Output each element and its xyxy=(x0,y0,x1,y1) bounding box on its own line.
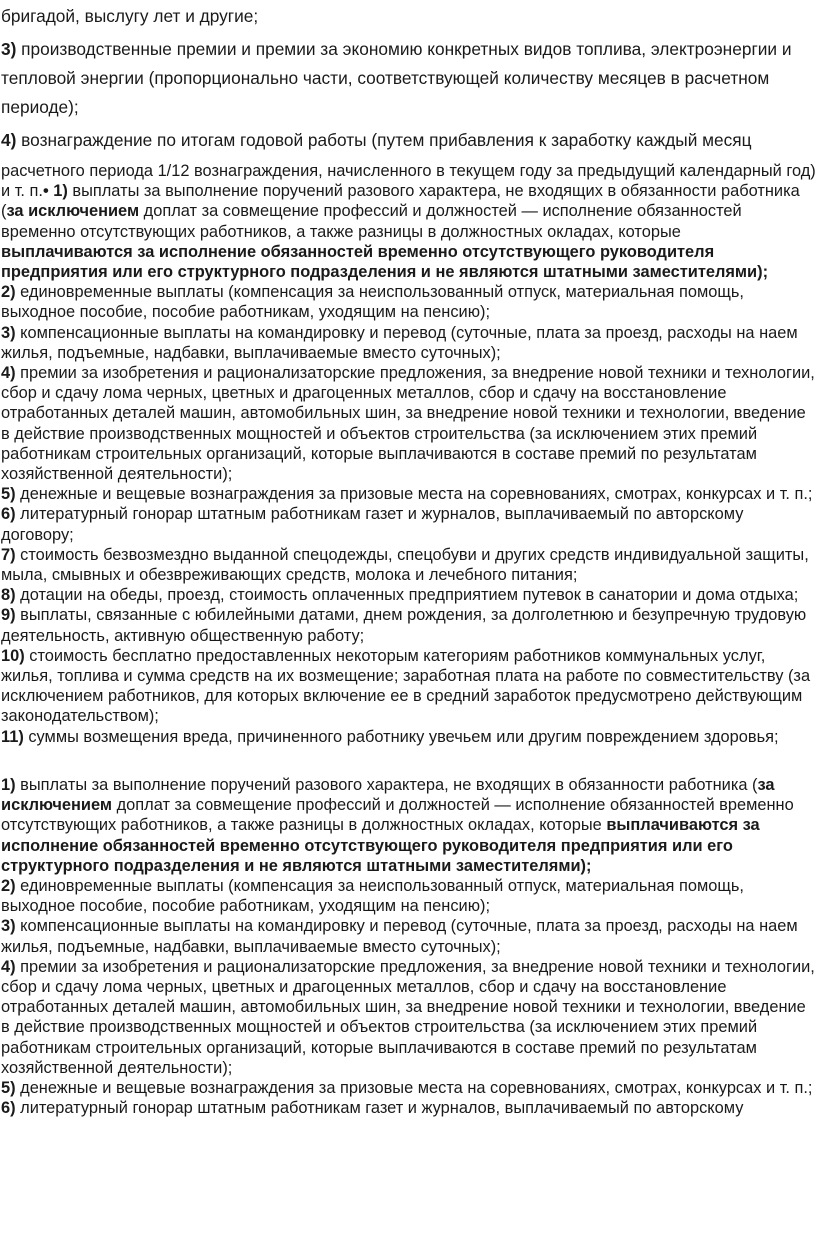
list-item: 4) премии за изобретения и рационализаторские предложения, за внедрение новой техники и технологии, сбор и сдачу лома черных, цветных и драгоценных металлов, сбор и сдачу на восстановление отработанных деталей машин, автомобильных шин, за внедрение новой техники и технологии, введение в действие производственных мощностей и объектов строительства (за исключением этих премий работникам строительных организаций, которые выплачиваются в составе премий по результатам хозяйственной деятельности); xyxy=(1,364,815,484)
list-section-1 xyxy=(0,161,816,747)
intro-item-4: 4) вознаграждение по итогам годовой работы (путем прибавления к заработку каждый месяц xyxy=(1,130,752,150)
list-item: 8) дотации на обеды, проезд, стоимость оплаченных предприятием путевок в санатории и дома отдыха; xyxy=(1,586,799,605)
list-item: 9) выплаты, связанные с юбилейными датами, днем рождения, за долголетнюю и безупречную трудовую деятельность, активную общественную работу; xyxy=(1,606,807,645)
section-gap xyxy=(0,747,816,767)
list-item: 2) единовременные выплаты (компенсация за неиспользованный отпуск, материальная помощь, выходное пособие, пособие работникам, уходящим на пенсию); xyxy=(1,876,744,916)
list-item: 3) компенсационные выплаты на командировку и перевод (суточные, плата за проезд, расходы на наем жилья, подъемные, надбавки, выплачиваемые вместо суточных); xyxy=(1,917,798,956)
bullet-icon: • xyxy=(42,182,49,201)
list-item: 6) литературный гонорар штатным работникам газет и журналов, выплачиваемый по авторскому xyxy=(1,1099,744,1118)
intro-item-4-continued: расчетного периода 1/12 вознаграждения, начисленного в текущем году за предыдущий календарный год) и т. п.• 1) выплаты за выполнение поручений разового характера, не входящих в обязанности работника (за исключением доплат за совмещение профессий и должностей — исполнение обязанностей временно отсутствующих работников, а также разницы в должностных окладах, которые выплачиваются за исполнение обязанностей временно отсутствующего руководителя предприятия или его структурного подразделения и не являются штатными заместителями); xyxy=(1,162,816,282)
intro-item-3: 3) производственные премии и премии за экономию конкретных видов топлива, электроэнергии и тепловой энергии (пропорционально части, соответствующей количеству месяцев в расчетном периоде); xyxy=(1,39,792,117)
list-item: 5) денежные и вещевые вознаграждения за призовые места на соревнованиях, смотрах, конкурсах и т. п.; xyxy=(1,1078,813,1097)
list-item: 10) стоимость бесплатно предоставленных некоторым категориям работников коммунальных услуг, жилья, топлива и сумма средств на их возмещение; заработная плата на работе по совместительству (за исключением работников, для которых включение ее в средний заработок предусмотрено действующим законодательством); xyxy=(1,646,811,726)
list-item: 7) стоимость безвозмездно выданной спецодежды, спецобуви и других средств индивидуальной защиты, мыла, смывных и обезвреживающих средств, молока и лечебного питания; xyxy=(1,545,809,585)
list-item: 3) компенсационные выплаты на командировку и перевод (суточные, плата за проезд, расходы на наем жилья, подъемные, надбавки, выплачиваемые вместо суточных); xyxy=(1,323,798,362)
list-item: 1) выплаты за выполнение поручений разового характера, не входящих в обязанности работника (за исключением доплат за совмещение профессий и должностей — исполнение обязанностей временно отсутствующих работников, а также разницы в должностных окладах, которые выплачиваются за исполнение обязанностей временно отсутствующего руководителя предприятия или его структурного подразделения и не являются штатными заместителями); xyxy=(1,775,794,875)
list-item: 11) суммы возмещения вреда, причиненного работнику увечьем или другим повреждением здоровья; xyxy=(1,727,779,746)
list-item: 4) премии за изобретения и рационализаторские предложения, за внедрение новой техники и технологии, сбор и сдачу лома черных, цветных и драгоценных металлов, сбор и сдачу на восстановление отработанных деталей машин, автомобильных шин, за внедрение новой техники и технологии, введение в действие производственных мощностей и объектов строительства (за исключением этих премий работникам строительных организаций, которые выплачиваются в составе премий по результатам хозяйственной деятельности); xyxy=(1,957,815,1077)
list-item: 2) единовременные выплаты (компенсация за неиспользованный отпуск, материальная помощь, выходное пособие, пособие работникам, уходящим на пенсию); xyxy=(1,283,744,322)
intro-section xyxy=(0,2,816,155)
intro-line: бригадой, выслугу лет и другие; xyxy=(1,6,259,26)
list-section-2 xyxy=(0,775,816,1118)
list-item: 6) литературный гонорар штатным работникам газет и журналов, выплачиваемый по авторскому договору; xyxy=(1,505,744,544)
list-item: 5) денежные и вещевые вознаграждения за призовые места на соревнованиях, смотрах, конкурсах и т. п.; xyxy=(1,485,813,504)
